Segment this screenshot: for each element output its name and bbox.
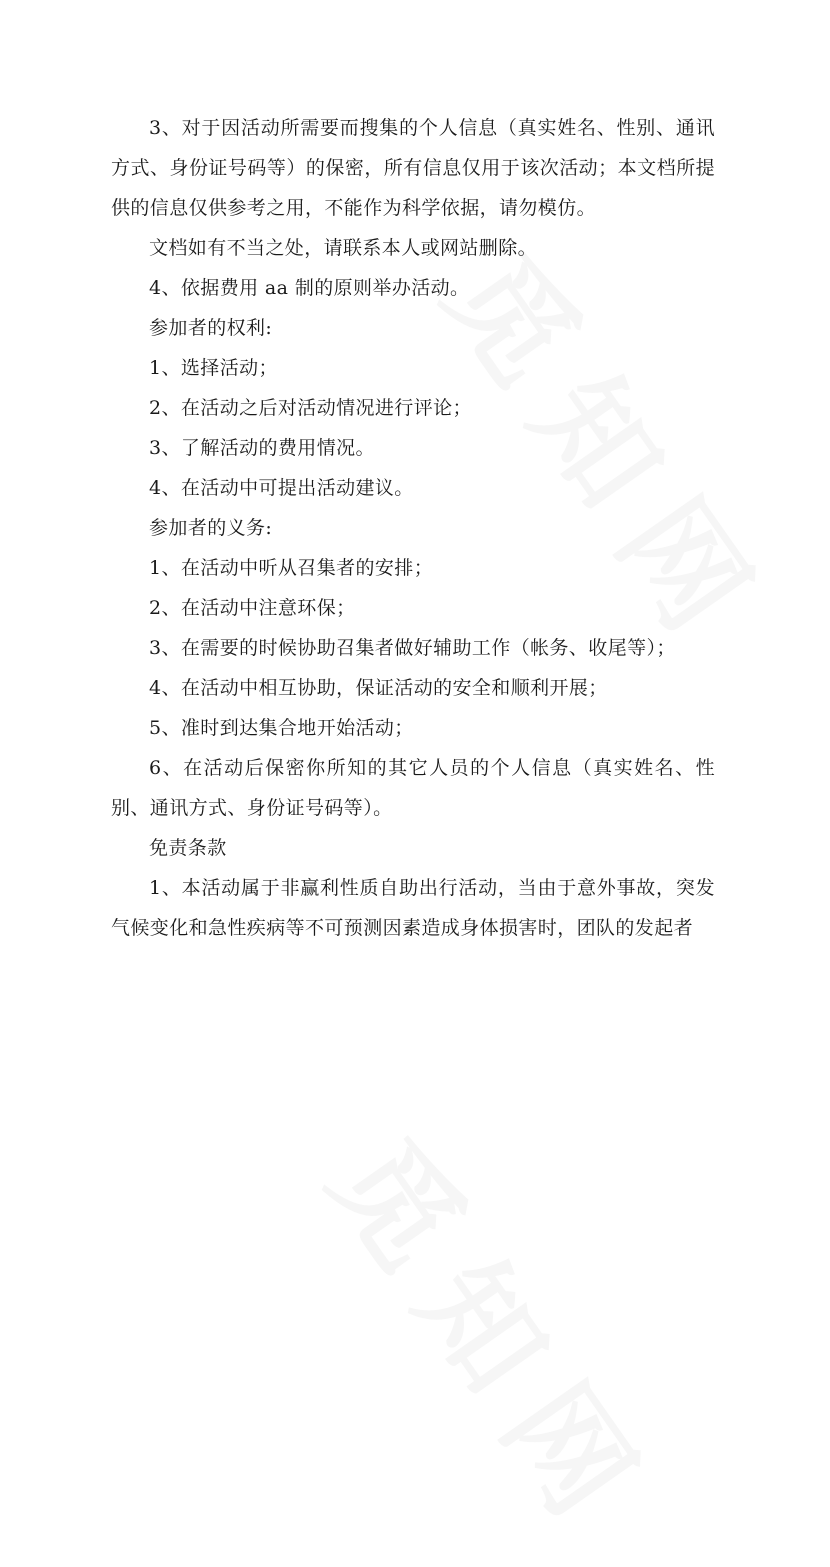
- list-item: 6、在活动后保密你所知的其它人员的个人信息（真实姓名、性别、通讯方式、身份证号码等）。: [111, 757, 715, 819]
- heading-participant-duties: 参加者的义务:: [149, 517, 273, 539]
- paragraph-disclaimer-1: 1、本活动属于非赢利性质自助出行活动，当由于意外事故，突发气候变化和急性疾病等不可预测因素造成身体损害时，团队的发起者: [111, 877, 715, 939]
- list-item: 1、选择活动；: [149, 357, 278, 379]
- list-item: 2、在活动之后对活动情况进行评论；: [149, 397, 472, 419]
- paragraph-contact-note: 文档如有不当之处，请联系本人或网站删除。: [149, 237, 538, 259]
- document-body: [111, 108, 715, 948]
- list-item: 3、在需要的时候协助召集者做好辅助工作（帐务、收尾等）；: [149, 637, 676, 659]
- list-item: 1、在活动中听从召集者的安排；: [149, 557, 434, 579]
- list-item: 3、了解活动的费用情况。: [149, 437, 375, 459]
- heading-disclaimer: 免责条款: [149, 837, 227, 859]
- watermark: [299, 1100, 698, 1567]
- list-item: 2、在活动中注意环保；: [149, 597, 356, 619]
- paragraph-privacy: 3、对于因活动所需要而搜集的个人信息（真实姓名、性别、通讯方式、身份证号码等）的保密，所有信息仅用于该次活动；本文档所提供的信息仅供参考之用，不能作为科学依据，请勿模仿。: [111, 117, 715, 219]
- list-item: 4、在活动中可提出活动建议。: [149, 477, 414, 499]
- list-item: 4、在活动中相互协助，保证活动的安全和顺利开展；: [149, 677, 608, 699]
- heading-participant-rights: 参加者的权利:: [149, 317, 273, 339]
- list-item: 5、准时到达集合地开始活动；: [149, 717, 414, 739]
- paragraph-aa-principle: 4、依据费用 aa 制的原则举办活动。: [149, 277, 470, 299]
